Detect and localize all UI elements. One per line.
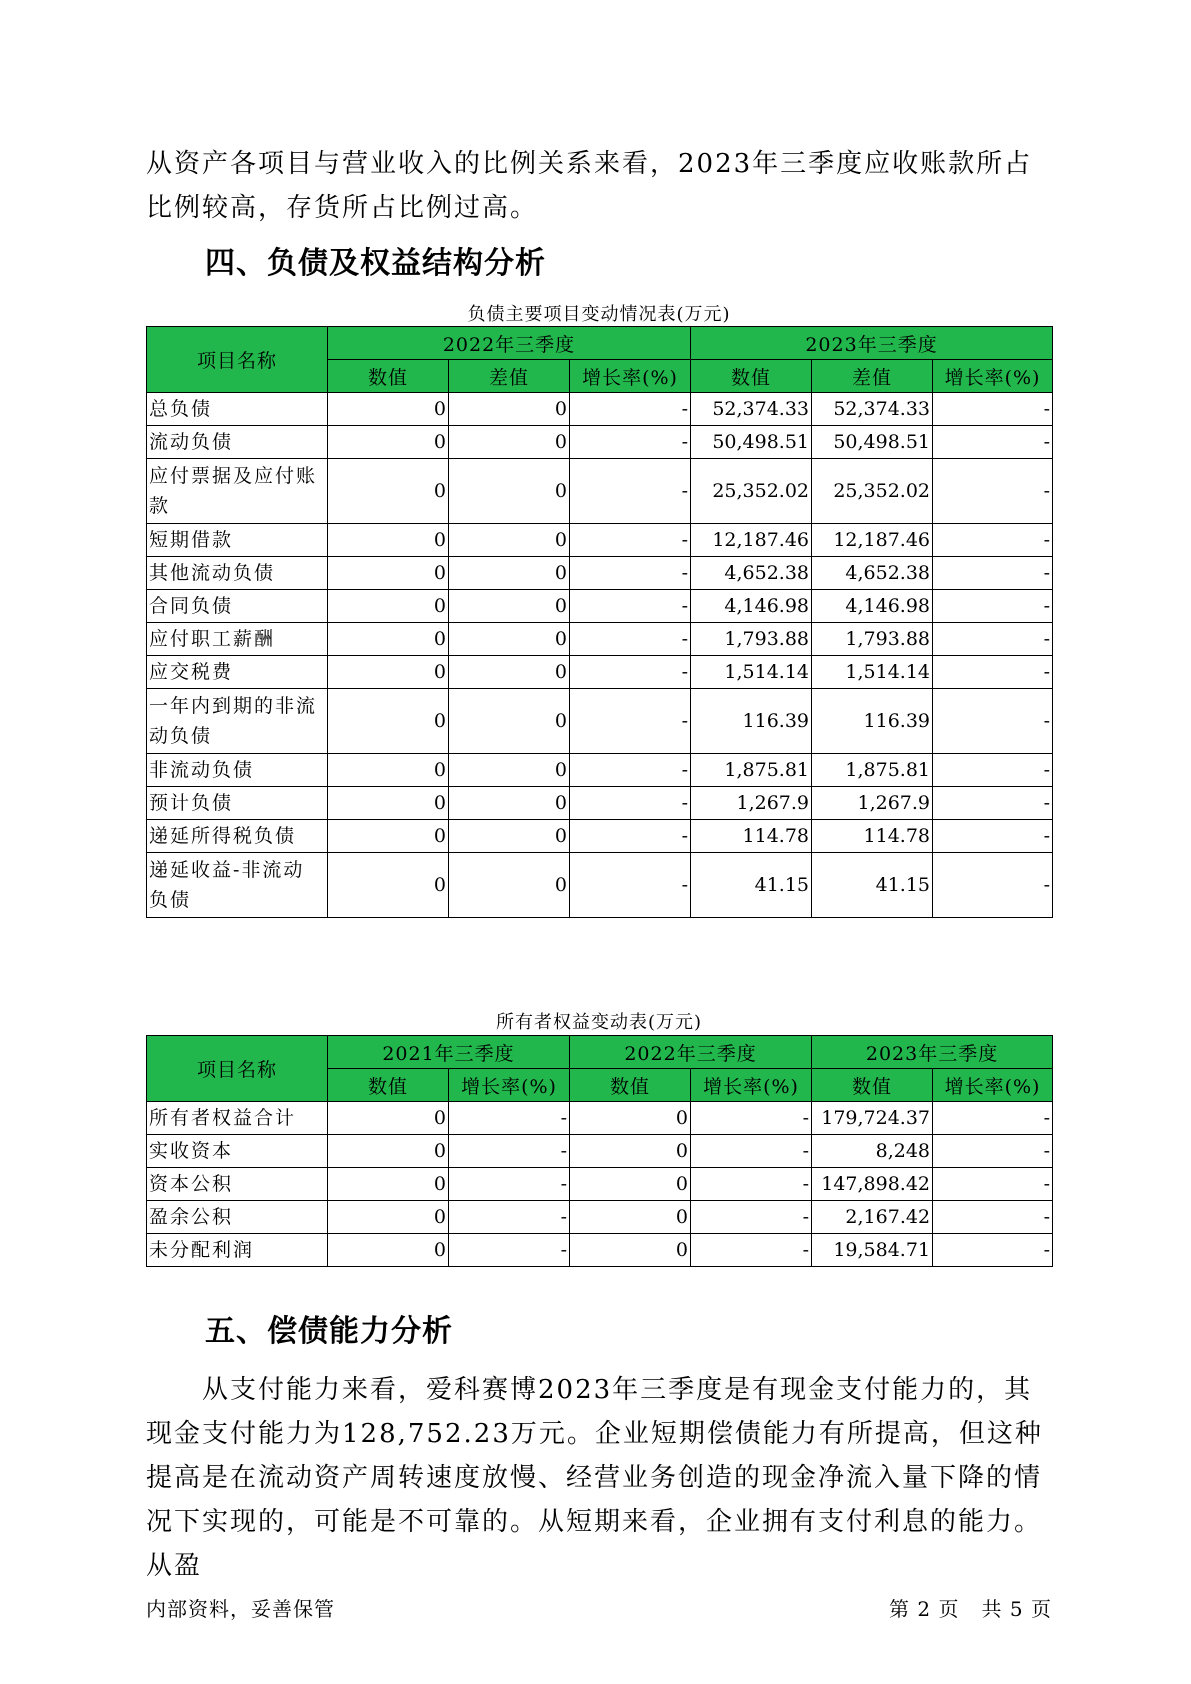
liability-table-cell: 0	[328, 787, 449, 820]
liability-period-header: 2023年三季度	[691, 327, 1053, 360]
liability-table-cell: 0	[328, 590, 449, 623]
equity-period-header: 2021年三季度	[328, 1036, 570, 1069]
liability-table-row	[147, 426, 1053, 459]
liability-table-cell: 0	[328, 689, 449, 754]
liability-sub-header: 差值	[449, 360, 570, 393]
liability-table-row	[147, 754, 1053, 787]
liability-table-row-name: 应交税费	[147, 656, 328, 689]
liability-table-row	[147, 820, 1053, 853]
liability-table-row-name: 一年内到期的非流动负债	[147, 689, 328, 754]
liability-table-row-name: 总负债	[147, 393, 328, 426]
liability-table-row-name: 流动负债	[147, 426, 328, 459]
liability-table-cell: 0	[328, 820, 449, 853]
liability-table-cell: -	[933, 787, 1053, 820]
liability-table-cell: 1,267.9	[691, 787, 812, 820]
equity-table-cell: 179,724.37	[812, 1102, 933, 1135]
liability-table-cell: -	[570, 754, 691, 787]
liability-table-cell: 0	[328, 853, 449, 918]
liability-table-row-name: 短期借款	[147, 524, 328, 557]
equity-table-cell: -	[449, 1168, 570, 1201]
liability-table-cell: 4,652.38	[691, 557, 812, 590]
liability-table-cell: -	[570, 689, 691, 754]
liability-table-cell: 4,146.98	[812, 590, 933, 623]
liability-table-cell: 1,514.14	[691, 656, 812, 689]
liability-table-cell: 0	[449, 623, 570, 656]
liability-table-cell: 0	[449, 590, 570, 623]
page-number: 第 2 页 共 5 页	[889, 1597, 1052, 1621]
equity-table-cell: 0	[328, 1135, 449, 1168]
liability-table-cell: 0	[449, 524, 570, 557]
liability-sub-header: 数值	[328, 360, 449, 393]
liability-table-row	[147, 656, 1053, 689]
liability-table-row	[147, 787, 1053, 820]
liability-table-cell: 50,498.51	[691, 426, 812, 459]
equity-sub-header: 数值	[812, 1069, 933, 1102]
liability-table-cell: 0	[328, 754, 449, 787]
liability-table-cell: 1,793.88	[812, 623, 933, 656]
liability-table-cell: -	[933, 524, 1053, 557]
liability-table-cell: 1,875.81	[812, 754, 933, 787]
section-4-heading: 四、负债及权益结构分析	[205, 246, 546, 281]
equity-table-row	[147, 1168, 1053, 1201]
liability-table-cell: 0	[449, 557, 570, 590]
equity-sub-header: 增长率(%)	[691, 1069, 812, 1102]
intro-paragraph: 从资产各项目与营业收入的比例关系来看，2023年三季度应收账款所占比例较高，存货所占比例过高。	[146, 149, 1033, 223]
liability-table-cell: 0	[449, 754, 570, 787]
liability-table-cell: 41.15	[812, 853, 933, 918]
equity-sub-header: 增长率(%)	[933, 1069, 1053, 1102]
liability-table-cell: -	[933, 590, 1053, 623]
liability-table-cell: 0	[449, 853, 570, 918]
footer-left-note: 内部资料，妥善保管	[146, 1597, 335, 1621]
equity-table-cell: 2,167.42	[812, 1201, 933, 1234]
equity-table-cell: -	[933, 1234, 1053, 1267]
equity-table-row-name: 所有者权益合计	[147, 1102, 328, 1135]
equity-table-cell: 19,584.71	[812, 1234, 933, 1267]
liability-table-cell: 4,652.38	[812, 557, 933, 590]
liability-table-cell: 0	[328, 459, 449, 524]
liability-table-cell: -	[933, 656, 1053, 689]
equity-table-cell: 0	[570, 1135, 691, 1168]
liability-table-cell: -	[570, 393, 691, 426]
equity-sub-header: 数值	[328, 1069, 449, 1102]
liability-table-row	[147, 590, 1053, 623]
equity-table-cell: 0	[328, 1102, 449, 1135]
liability-table-cell: -	[570, 787, 691, 820]
liability-table-row-name: 非流动负债	[147, 754, 328, 787]
liability-table-cell: -	[570, 853, 691, 918]
liability-table-cell: -	[933, 754, 1053, 787]
equity-table-row	[147, 1201, 1053, 1234]
liability-table-cell: 25,352.02	[812, 459, 933, 524]
equity-table-cell: -	[933, 1168, 1053, 1201]
equity-table-row-name: 资本公积	[147, 1168, 328, 1201]
equity-table-cell: -	[449, 1102, 570, 1135]
equity-table-row	[147, 1234, 1053, 1267]
liability-table-cell: 1,875.81	[691, 754, 812, 787]
liability-table-row	[147, 623, 1053, 656]
equity-table-cell: -	[933, 1135, 1053, 1168]
liability-table-row-name: 应付职工薪酬	[147, 623, 328, 656]
liability-table	[146, 326, 1053, 918]
liability-table-row	[147, 689, 1053, 754]
liability-table-row-name: 应付票据及应付账款	[147, 459, 328, 524]
liability-sub-header: 数值	[691, 360, 812, 393]
liability-table-cell: 25,352.02	[691, 459, 812, 524]
liability-table-row	[147, 524, 1053, 557]
section-5-heading: 五、偿债能力分析	[205, 1314, 453, 1349]
liability-table-cell: -	[933, 393, 1053, 426]
liability-table-cell: 0	[328, 557, 449, 590]
liability-table-cell: 12,187.46	[691, 524, 812, 557]
equity-table-cell: -	[449, 1201, 570, 1234]
liability-table-cell: 0	[328, 623, 449, 656]
equity-table-row-name: 未分配利润	[147, 1234, 328, 1267]
liability-table-cell: 0	[328, 426, 449, 459]
liability-table-row-name: 递延收益-非流动负债	[147, 853, 328, 918]
liability-table-row-name: 其他流动负债	[147, 557, 328, 590]
equity-table-cell: 0	[328, 1234, 449, 1267]
liability-table-cell: 0	[328, 524, 449, 557]
liability-table-row	[147, 853, 1053, 918]
liability-table-row	[147, 393, 1053, 426]
equity-table-cell: 0	[570, 1201, 691, 1234]
liability-table-row-name: 预计负债	[147, 787, 328, 820]
equity-table-cell: -	[933, 1201, 1053, 1234]
equity-table-cell: 147,898.42	[812, 1168, 933, 1201]
liability-table-cell: 0	[328, 656, 449, 689]
liability-table-cell: 114.78	[812, 820, 933, 853]
equity-table-row-name: 实收资本	[147, 1135, 328, 1168]
equity-table-cell: -	[933, 1102, 1053, 1135]
equity-table-cell: 8,248	[812, 1135, 933, 1168]
liability-table-cell: -	[570, 459, 691, 524]
liability-table-cell: 0	[449, 656, 570, 689]
equity-table-cell: -	[691, 1168, 812, 1201]
liability-sub-header: 差值	[812, 360, 933, 393]
equity-table-cell: 0	[328, 1168, 449, 1201]
liability-sub-header: 增长率(%)	[570, 360, 691, 393]
liability-table-cell: -	[933, 426, 1053, 459]
equity-period-header: 2023年三季度	[812, 1036, 1053, 1069]
liability-table-cell: 0	[449, 426, 570, 459]
liability-name-header: 项目名称	[147, 327, 328, 393]
liability-table-cell: -	[933, 820, 1053, 853]
liability-table-cell: -	[570, 557, 691, 590]
equity-sub-header: 数值	[570, 1069, 691, 1102]
section-5-paragraph: 从支付能力来看，爱科赛博2023年三季度是有现金支付能力的，其现金支付能力为128,752.23万元。企业短期偿债能力有所提高，但这种提高是在流动资产周转速度放慢、经营业务创造的现金净流入量下降的情况下实现的，可能是不可靠的。从短期来看，企业拥有支付利息的能力。从盈	[146, 1375, 1043, 1581]
equity-table-row	[147, 1135, 1053, 1168]
equity-sub-header: 增长率(%)	[449, 1069, 570, 1102]
liability-table-cell: 0	[449, 787, 570, 820]
equity-table-cell: 0	[570, 1234, 691, 1267]
liability-table-row	[147, 459, 1053, 524]
liability-table-cell: 116.39	[691, 689, 812, 754]
liability-table-cell: -	[570, 426, 691, 459]
liability-table-cell: -	[933, 623, 1053, 656]
liability-table-cell: 1,514.14	[812, 656, 933, 689]
liability-table-cell: 41.15	[691, 853, 812, 918]
equity-table-cell: -	[691, 1135, 812, 1168]
liability-table-cell: 114.78	[691, 820, 812, 853]
equity-table-cell: 0	[570, 1102, 691, 1135]
liability-table-cell: 0	[449, 820, 570, 853]
liability-table-cell: 0	[449, 459, 570, 524]
liability-table-cell: -	[570, 524, 691, 557]
liability-table-cell: 0	[328, 393, 449, 426]
liability-table-row	[147, 557, 1053, 590]
equity-table-row	[147, 1102, 1053, 1135]
liability-table-cell: 1,793.88	[691, 623, 812, 656]
liability-table-cell: -	[933, 689, 1053, 754]
liability-sub-header: 增长率(%)	[933, 360, 1053, 393]
equity-table	[146, 1035, 1053, 1267]
liability-table-row-name: 递延所得税负债	[147, 820, 328, 853]
equity-table-cell: -	[449, 1135, 570, 1168]
liability-table-cell: 52,374.33	[812, 393, 933, 426]
equity-period-header: 2022年三季度	[570, 1036, 812, 1069]
liability-table-cell: -	[570, 820, 691, 853]
equity-table-cell: -	[449, 1234, 570, 1267]
liability-table-cell: 0	[449, 393, 570, 426]
equity-table-cell: -	[691, 1102, 812, 1135]
liability-table-cell: -	[570, 590, 691, 623]
equity-table-cell: -	[691, 1201, 812, 1234]
equity-table-cell: -	[691, 1234, 812, 1267]
liability-table-cell: 12,187.46	[812, 524, 933, 557]
liability-table-cell: -	[570, 623, 691, 656]
liability-table-cell: -	[570, 656, 691, 689]
liability-table-cell: 4,146.98	[691, 590, 812, 623]
equity-table-cell: 0	[328, 1201, 449, 1234]
liability-table-cell: 52,374.33	[691, 393, 812, 426]
liability-table-caption: 负债主要项目变动情况表(万元)	[467, 304, 731, 325]
liability-table-cell: 116.39	[812, 689, 933, 754]
equity-table-cell: 0	[570, 1168, 691, 1201]
liability-period-header: 2022年三季度	[328, 327, 691, 360]
liability-table-cell: -	[933, 853, 1053, 918]
equity-table-caption: 所有者权益变动表(万元)	[495, 1012, 703, 1033]
liability-table-row-name: 合同负债	[147, 590, 328, 623]
equity-table-row-name: 盈余公积	[147, 1201, 328, 1234]
liability-table-cell: 0	[449, 689, 570, 754]
liability-table-cell: -	[933, 557, 1053, 590]
liability-table-cell: 1,267.9	[812, 787, 933, 820]
equity-name-header: 项目名称	[147, 1036, 328, 1102]
liability-table-cell: 50,498.51	[812, 426, 933, 459]
liability-table-cell: -	[933, 459, 1053, 524]
